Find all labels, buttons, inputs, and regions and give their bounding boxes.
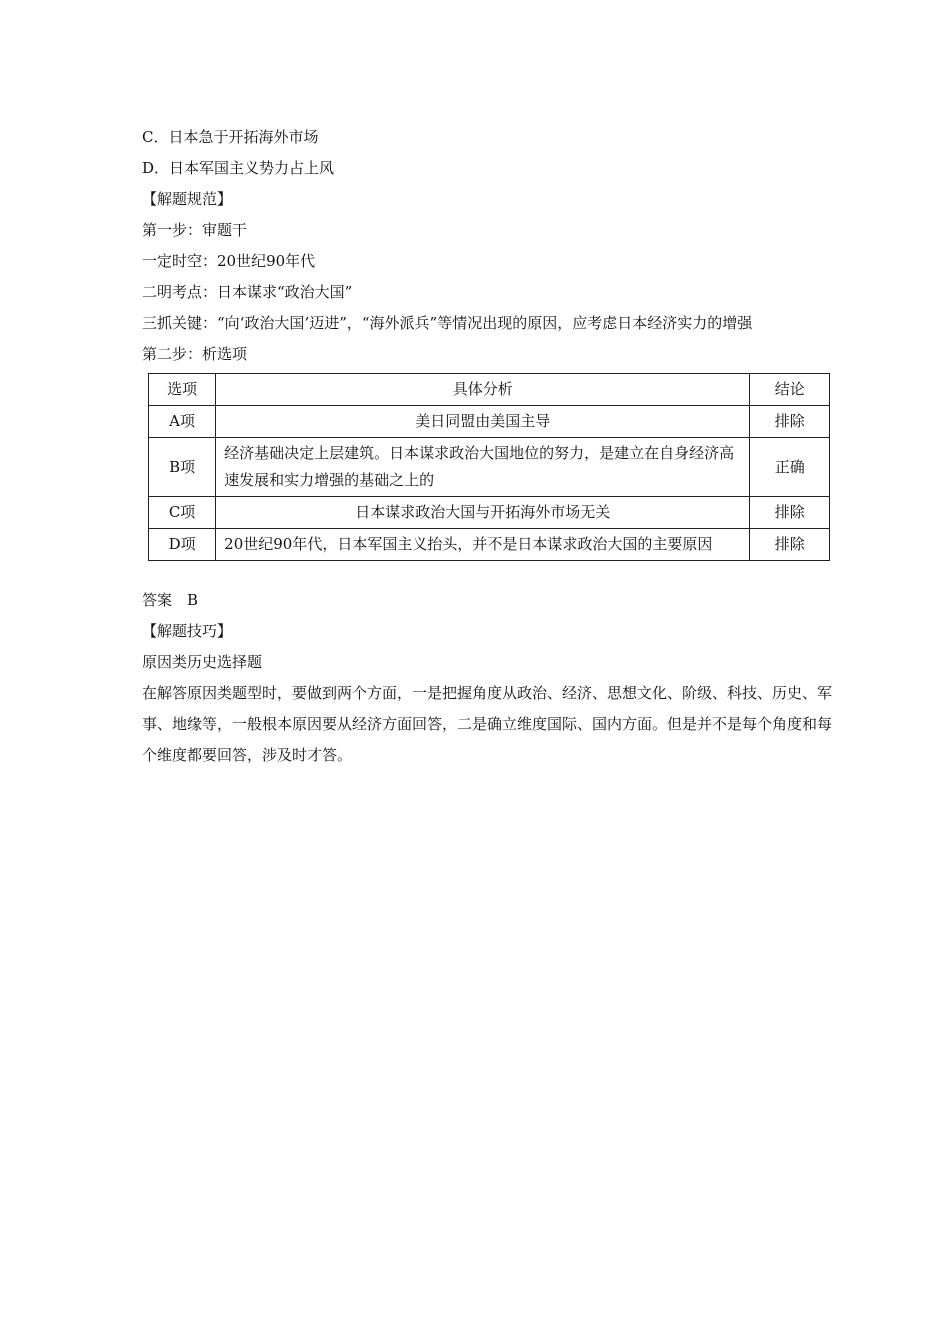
row-result: 正确 [750, 438, 830, 497]
row-analysis: 美日同盟由美国主导 [216, 406, 750, 438]
row-result: 排除 [750, 497, 830, 529]
option-c: C．日本急于开拓海外市场 [142, 128, 319, 146]
row-option: D项 [149, 529, 216, 561]
step2: 第二步：析选项 [142, 345, 248, 363]
table-row [149, 406, 830, 438]
answer: 答案 B [142, 591, 199, 609]
header-analysis: 具体分析 [216, 374, 750, 406]
row-result: 排除 [750, 529, 830, 561]
row-option: A项 [149, 406, 216, 438]
step1: 第一步：审题干 [142, 221, 248, 239]
tips-subtitle: 原因类历史选择题 [142, 653, 263, 671]
document-page [142, 122, 832, 771]
table-row [149, 529, 830, 561]
key-point: 三抓关键：“向‘政治大国’迈进”，“海外派兵”等情况出现的原因，应考虑日本经济实力的增强 [142, 314, 753, 332]
row-result: 排除 [750, 406, 830, 438]
exam-point: 二明考点：日本谋求“政治大国” [142, 283, 353, 301]
tips-heading: 【解题技巧】 [142, 622, 233, 640]
table-header-row [149, 374, 830, 406]
tips-body: 在解答原因类题型时，要做到两个方面，一是把握角度从政治、经济、思想文化、阶级、科技、历史、军事、地缘等，一般根本原因要从经济方面回答，二是确立维度国际、国内方面。但是并不是每个角度和每个维度都要回答，涉及时才答。 [142, 684, 833, 764]
row-analysis: 经济基础决定上层建筑。日本谋求政治大国地位的努力，是建立在自身经济高速发展和实力增强的基础之上的 [216, 438, 750, 497]
header-result: 结论 [750, 374, 830, 406]
row-option: B项 [149, 438, 216, 497]
header-option: 选项 [149, 374, 216, 406]
table-row [149, 497, 830, 529]
table-row [149, 438, 830, 497]
solution-heading: 【解题规范】 [142, 190, 233, 208]
option-d: D．日本军国主义势力占上风 [142, 159, 335, 177]
row-analysis: 日本谋求政治大国与开拓海外市场无关 [216, 497, 750, 529]
time-space: 一定时空：20世纪90年代 [142, 252, 316, 270]
analysis-table [148, 373, 830, 561]
row-option: C项 [149, 497, 216, 529]
row-analysis: 20世纪90年代，日本军国主义抬头，并不是日本谋求政治大国的主要原因 [216, 529, 750, 561]
